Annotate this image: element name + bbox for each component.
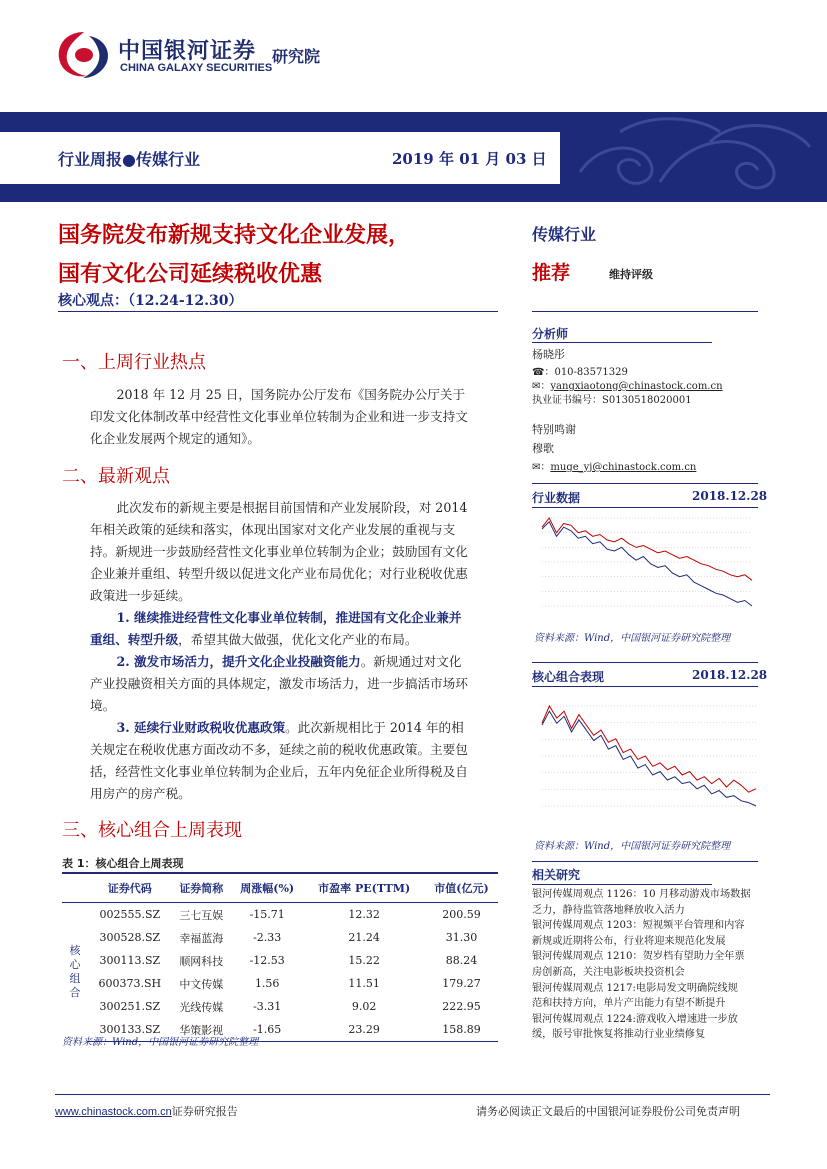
table-source: 资料来源：Wind，中国银河证券研究院整理 (62, 1037, 259, 1048)
report-title-line1: 国务院发布新规支持文化企业发展， (58, 223, 411, 248)
point-3 (90, 717, 468, 805)
section-2-body (90, 497, 468, 805)
table-cell: 31.30 (445, 931, 478, 944)
table-cell: 88.24 (445, 954, 478, 967)
footer-left-text: 证券研究报告 (171, 1105, 238, 1118)
point-2 (90, 651, 468, 717)
table-cell: 222.95 (442, 1000, 481, 1013)
analyst-email[interactable]: yangxiaotong@chinastock.com.cn (550, 381, 723, 392)
table-row (62, 995, 498, 1018)
table-cell: 158.89 (425, 1018, 498, 1042)
table-header: 市值(亿元) (425, 873, 498, 903)
table-cell: -1.65 (231, 1018, 303, 1042)
table-caption: 表 1：核心组合上周表现 (62, 857, 184, 870)
table-cell: -2.33 (253, 931, 282, 944)
related-item: 新规或近期将公布，行业将迎来规范化发展 (532, 935, 726, 947)
core-view-label: 核心观点：（12.24-12.30） (58, 293, 243, 309)
table-cell: 002555.SZ (99, 908, 161, 921)
table-cell: 中文传媒 (179, 977, 224, 991)
table-cell: -12.53 (249, 954, 285, 967)
point-3-text: 。此次新规相比于 2014 年的相关规定在税收优惠方面改动不多，延续之前的税收优惠政策。主要包括，经营性文化事业单位转制为企业后，五年内免征企业所得税及自用房产的房产税。 (90, 720, 468, 801)
row-group-label (62, 903, 88, 1042)
table-cell: 9.02 (351, 1000, 377, 1013)
related-heading: 相关研究 (532, 868, 581, 882)
logo-institute: 研究院 (272, 47, 321, 66)
footer-url[interactable]: www.chinastock.com.cn (55, 1106, 172, 1118)
thanks-email-row (532, 458, 696, 473)
table-cell: 幸福蓝海 (179, 931, 224, 945)
paragraph: 2018 年 12 月 25 日，国务院办公厅发布《国务院办公厅关于印发文化体制改革中经营性文化事业单位转制为企业和进一步支持文化企业发展两个规定的通知》。 (90, 387, 468, 446)
rating: 推荐 (532, 262, 571, 284)
related-item: 乏力，静待监管落地释放收入活力 (532, 904, 685, 916)
chart-series-line-1 (542, 522, 752, 606)
footer-disclaimer: 请务必阅读正文最后的中国银河证券股份公司免责声明 (476, 1105, 740, 1118)
section-heading-3: 三、核心组合上周表现 (62, 820, 242, 841)
table-header: 市盈率 PE(TTM) (303, 873, 425, 903)
table-cell: 200.59 (442, 908, 481, 921)
point-1-text: ，希望其做大做强，优化文化产业的布局。 (178, 632, 418, 647)
footer-divider (55, 1094, 770, 1095)
divider (532, 507, 758, 508)
table-header-spacer (62, 873, 88, 903)
thanks-email[interactable]: muge_yj@chinastock.com.cn (550, 462, 697, 473)
table-row (62, 972, 498, 995)
section-heading-1: 一、上周行业热点 (62, 352, 206, 373)
analyst-name: 杨晓彤 (532, 348, 565, 361)
table-cell: 12.32 (348, 908, 380, 921)
related-item: 房创新高，关注电影板块投资机会 (532, 966, 685, 978)
related-item[interactable]: 银河传媒周观点 1217:电影局发文明确院线规 (532, 982, 738, 994)
divider (532, 884, 712, 885)
related-item[interactable]: 银河传媒周观点 1126：10 月移动游戏市场数据 (532, 889, 751, 900)
section-heading-2: 二、最新观点 (62, 466, 170, 487)
related-item[interactable]: 银河传媒周观点 1224:游戏收入增速进一步放 (532, 1013, 738, 1025)
table-cell: -3.31 (253, 1000, 282, 1013)
point-2-bold: 2. 激发市场活力，提升文化企业投融资能力 (116, 654, 361, 669)
footer-left (55, 1103, 238, 1119)
point-3-bold: 3. 延续行业财政税收优惠政策 (116, 720, 286, 735)
chart2-date: 2018.12.28 (692, 668, 768, 682)
table-cell: 23.29 (303, 1018, 425, 1042)
related-item: 缓，版号审批恢复将推动行业业绩修复 (532, 1029, 706, 1041)
thanks-label: 特别鸣谢 (532, 423, 576, 436)
rating-note: 维持评级 (609, 268, 653, 281)
chart2-source: 资料来源：Wind，中国银河证券研究院整理 (534, 841, 731, 852)
table-header: 证券代码 (88, 873, 172, 903)
chart2-title: 核心组合表现 (532, 670, 605, 684)
divider (532, 861, 758, 862)
table-cell: 15.22 (348, 954, 380, 967)
section-1-body (90, 384, 468, 450)
related-item[interactable]: 银河传媒周观点 1203：短视频平台管理和内容 (532, 920, 745, 932)
analyst-email-row (532, 377, 723, 392)
divider (532, 686, 758, 687)
row-group-label-text: 核心组合 (69, 944, 81, 1000)
chart-series-line-2 (542, 711, 756, 806)
logo-text-en: CHINA GALAXY SECURITIES (120, 62, 273, 74)
table-cell: 11.51 (348, 977, 380, 990)
paragraph: 此次发布的新规主要是根据目前国情和产业发展阶段，对 2014 年相关政策的延续和落实，体现出国家对文化产业发展的重视与支持。新规进一步鼓励经营性文化事业单位转制为企业；鼓励国有文化企业兼并重组、转型升级以促进文化产业布局优化；对行业税收优惠政策进一步延续。 (90, 500, 468, 603)
divider (532, 483, 758, 484)
analyst-heading: 分析师 (532, 327, 569, 341)
table-cell: 179.27 (442, 977, 481, 990)
table-row (62, 926, 498, 949)
table-cell: 顺网科技 (179, 954, 224, 968)
table-cell: 300528.SZ (99, 931, 161, 944)
table-row (62, 949, 498, 972)
chart-series-line-1 (542, 706, 756, 792)
logo-text-cn: 中国银河证券 (118, 39, 257, 64)
divider (532, 662, 758, 663)
analyst-cert: 执业证书编号：S0130518020001 (532, 395, 692, 406)
mail-icon: ✉： (532, 462, 551, 473)
report-title-line2: 国有文化公司延续税收优惠 (58, 262, 323, 287)
related-item[interactable]: 银河传媒周观点 1210：贺岁档有望助力全年票 (532, 951, 745, 963)
table-header-row (62, 873, 498, 903)
table-cell: 1.56 (254, 977, 280, 990)
related-list (532, 887, 764, 1043)
table-header: 证券简称 (172, 873, 231, 903)
table-cell: 300251.SZ (99, 1000, 161, 1013)
point-2-text: 。新规通过对文化产业投融资相关方面的具体规定，激发市场活力，进一步搞活市场环境。 (90, 654, 468, 713)
chart-series-line-2 (542, 518, 752, 580)
table-cell: -15.71 (249, 908, 285, 921)
table-row (62, 903, 498, 927)
report-date: 2019 年 01 月 03 日 (392, 150, 547, 168)
table-cell: 华策影视 (172, 1018, 231, 1042)
cloud-pattern-icon (560, 112, 827, 202)
analyst-phone: ☎：010-83571329 (532, 367, 628, 378)
mail-icon: ✉： (532, 381, 551, 392)
table-header: 周涨幅(%) (231, 873, 303, 903)
point-1-bold: 1. 继续推进经营性文化事业单位转制，推进国有文化企业兼并重组、转型升级 (90, 610, 462, 647)
table-cell: 300133.SZ (88, 1018, 172, 1042)
table-cell: 300113.SZ (99, 954, 161, 967)
chart1-source: 资料来源：Wind，中国银河证券研究院整理 (534, 633, 731, 644)
sidebar-industry: 传媒行业 (532, 225, 597, 244)
table-cell: 光线传媒 (179, 1000, 224, 1014)
portfolio-chart (534, 700, 760, 820)
divider (532, 342, 712, 343)
core-portfolio-table (62, 872, 498, 1042)
point-1 (90, 607, 468, 651)
divider (532, 311, 758, 312)
divider (58, 311, 498, 312)
related-item: 范和扶持方向，单片产出能力有望不断提升 (532, 998, 726, 1010)
chart1-title: 行业数据 (532, 491, 581, 505)
table-cell: 21.24 (348, 931, 380, 944)
chart1-date: 2018.12.28 (692, 489, 768, 503)
thanks-name: 穆歌 (532, 442, 554, 455)
table-cell: 600373.SH (98, 977, 162, 990)
galaxy-logo-icon (55, 28, 113, 80)
industry-chart (534, 512, 756, 620)
report-type: 行业周报●传媒行业 (58, 150, 200, 169)
table-cell: 三七互娱 (179, 908, 224, 922)
